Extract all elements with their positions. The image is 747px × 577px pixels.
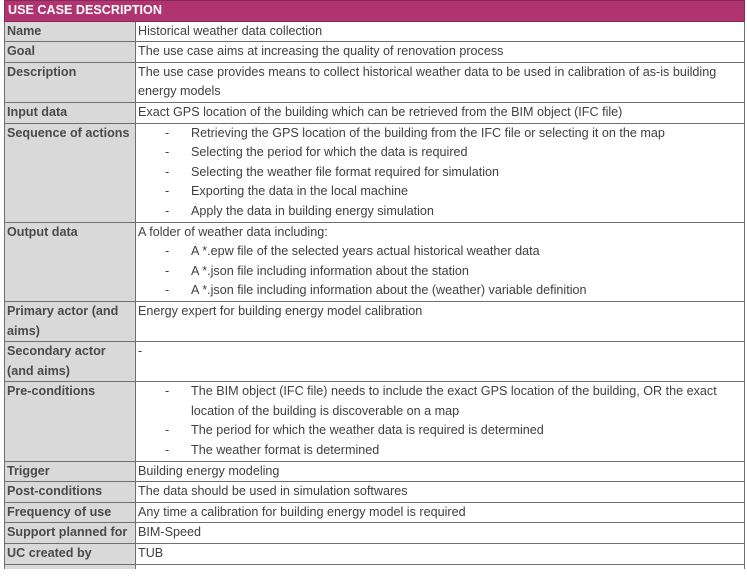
table-row-name [5,21,745,42]
sequence-list [138,124,742,222]
row-value-frequency: Any time a calibration for building energy model is required [136,502,745,523]
bullet-dash: - [165,423,170,438]
table-row-primary-actor [5,301,745,341]
table-title: USE CASE DESCRIPTION [5,1,745,22]
bullet-dash: - [165,443,170,458]
row-label-name: Name [5,21,136,42]
table-row-sequence [5,123,745,222]
list-item-text: The weather format is determined [191,443,380,458]
row-value-cut-off [136,564,745,569]
table-row-input-data [5,102,745,123]
list-item [138,163,742,183]
bullet-dash: - [165,244,170,259]
row-label-trigger: Trigger [5,461,136,482]
bullet-dash: - [165,203,170,218]
list-item-text: Exporting the data in the local machine [191,184,409,199]
row-value-description: The use case provides means to collect historical weather data to be used in calibration of as-is building energy models [136,62,745,102]
preconditions-list [138,382,742,460]
table-row-trigger [5,461,745,482]
table-row-support [5,523,745,544]
table-row-description [5,62,745,102]
row-value-name: Historical weather data collection [136,21,745,42]
list-item-text: Apply the data in building energy simulation [191,203,434,218]
table-row-frequency [5,502,745,523]
list-item [138,262,742,282]
row-label-frequency: Frequency of use [5,502,136,523]
row-value-goal: The use case aims at increasing the quality of renovation process [136,42,745,63]
row-label-secondary-actor: Secondary actor (and aims) [5,342,136,382]
bullet-dash: - [165,184,170,199]
row-label-preconditions: Pre-conditions [5,382,136,461]
output-intro: A folder of weather data including: [138,224,328,239]
table-row-secondary-actor [5,342,745,382]
table-row-created-by [5,544,745,565]
table-row-cut-off [5,564,745,569]
row-value-support: BIM-Speed [136,523,745,544]
list-item-text: Retrieving the GPS location of the building from the IFC file or selecting it on the map [191,125,665,140]
list-item-text: The BIM object (IFC file) needs to include the exact GPS location of the building, OR the exact location of the building is discoverable on a map [191,384,717,418]
list-item [138,124,742,144]
use-case-table [4,0,745,569]
list-item [138,182,742,202]
row-label-sequence: Sequence of actions [5,123,136,222]
row-label-postconditions: Post-conditions [5,482,136,503]
row-value-output-data [136,222,745,301]
list-item [138,143,742,163]
row-value-input-data: Exact GPS location of the building which can be retrieved from the BIM object (IFC file) [136,102,745,123]
list-item [138,281,742,301]
output-list [138,242,742,301]
row-value-trigger: Building energy modeling [136,461,745,482]
row-label-description: Description [5,62,136,102]
table-row-goal [5,42,745,63]
row-value-secondary-actor: - [136,342,745,382]
list-item [138,421,742,441]
list-item [138,242,742,262]
table-header-row [5,1,745,22]
table-row-preconditions [5,382,745,461]
row-label-input-data: Input data [5,102,136,123]
bullet-dash: - [165,384,170,399]
bullet-dash: - [165,125,170,140]
row-value-postconditions: The data should be used in simulation softwares [136,482,745,503]
list-item-text: Selecting the period for which the data is required [191,145,468,160]
row-label-output-data: Output data [5,222,136,301]
list-item [138,382,742,421]
row-label-goal: Goal [5,42,136,63]
bullet-dash: - [165,283,170,298]
list-item-text: A *.epw file of the selected years actual historical weather data [191,244,540,259]
row-value-primary-actor: Energy expert for building energy model calibration [136,301,745,341]
list-item [138,202,742,222]
row-label-support: Support planned for [5,523,136,544]
table-row-postconditions [5,482,745,503]
list-item-text: A *.json file including information about the (weather) variable definition [191,283,587,298]
list-item [138,441,742,461]
row-value-preconditions [136,382,745,461]
row-value-sequence [136,123,745,222]
list-item-text: A *.json file including information about the station [191,263,469,278]
bullet-dash: - [165,145,170,160]
row-label-primary-actor: Primary actor (and aims) [5,301,136,341]
bullet-dash: - [165,164,170,179]
list-item-text: Selecting the weather file format required for simulation [191,164,499,179]
table-row-output-data [5,222,745,301]
row-label-cut-off [5,564,136,569]
bullet-dash: - [165,263,170,278]
list-item-text: The period for which the weather data is required is determined [191,423,544,438]
row-label-created-by: UC created by [5,544,136,565]
row-value-created-by: TUB [136,544,745,565]
